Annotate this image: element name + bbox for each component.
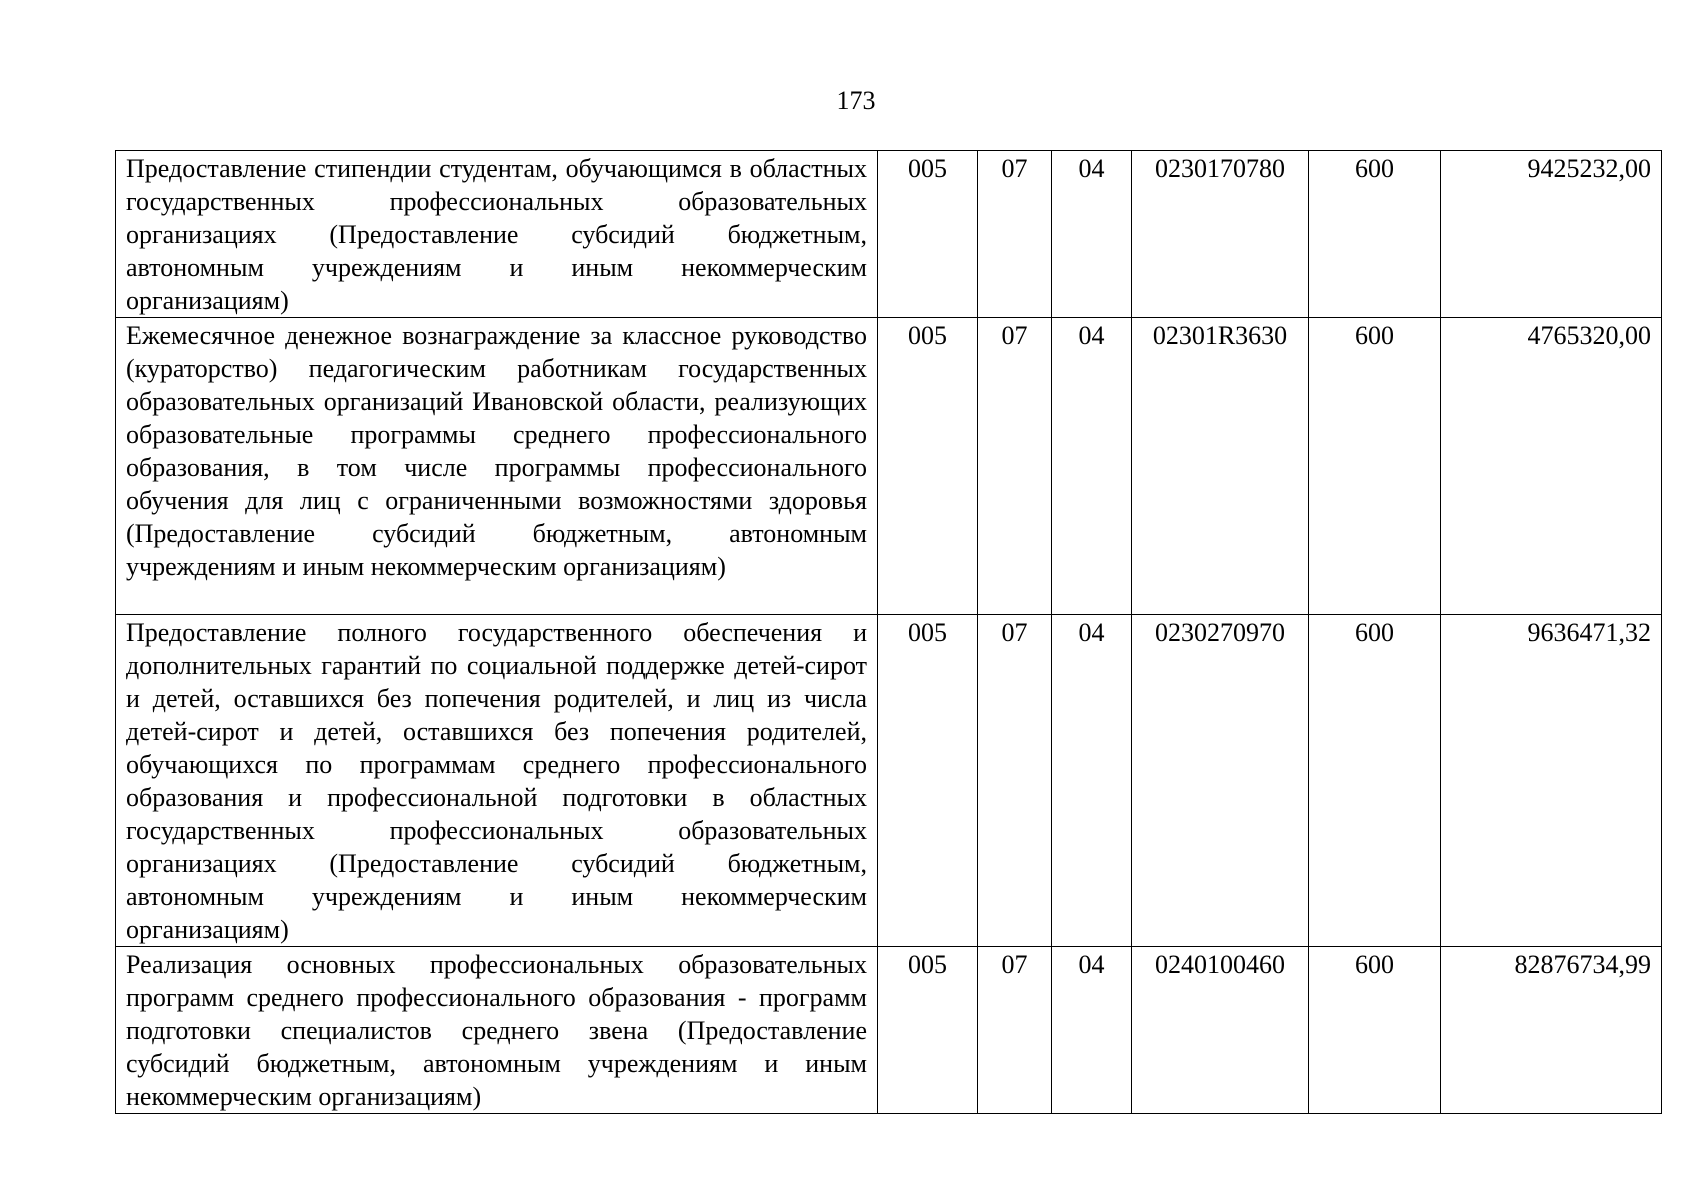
subsection-code: 04 — [1052, 318, 1132, 615]
section-code: 07 — [978, 318, 1052, 615]
expense-type-code: 600 — [1309, 318, 1441, 615]
row-description: Ежемесячное денежное вознаграждение за классное руководство (кураторство) педагогическим работникам государственных образовательных организаций Ивановской области, реализующих образовательные программы среднего профессионального образования, в том числе программы профессионального обучения для лиц с ограниченными возможностями здоровья (Предоставление субсидий бюджетным, автономным учреждениям и иным некоммерческим организациям) — [116, 318, 878, 615]
ministry-code: 005 — [878, 615, 978, 947]
expense-type-code: 600 — [1309, 947, 1441, 1114]
ministry-code: 005 — [878, 151, 978, 318]
budget-table — [115, 150, 1662, 1114]
amount: 4765320,00 — [1441, 318, 1662, 615]
expense-type-code: 600 — [1309, 615, 1441, 947]
section-code: 07 — [978, 615, 1052, 947]
target-article-code: 02301R3630 — [1132, 318, 1309, 615]
table-row — [116, 318, 1662, 615]
target-article-code: 0230170780 — [1132, 151, 1309, 318]
ministry-code: 005 — [878, 947, 978, 1114]
section-code: 07 — [978, 947, 1052, 1114]
subsection-code: 04 — [1052, 151, 1132, 318]
table-row — [116, 615, 1662, 947]
amount: 82876734,99 — [1441, 947, 1662, 1114]
section-code: 07 — [978, 151, 1052, 318]
page-number: 173 — [836, 86, 876, 115]
table-row — [116, 947, 1662, 1114]
row-description: Реализация основных профессиональных образовательных программ среднего профессионального образования - программ подготовки специалистов среднего звена (Предоставление субсидий бюджетным, автономным учреждениям и иным некоммерческим организациям) — [116, 947, 878, 1114]
subsection-code: 04 — [1052, 947, 1132, 1114]
row-description: Предоставление полного государственного обеспечения и дополнительных гарантий по социальной поддержке детей-сирот и детей, оставшихся без попечения родителей, и лиц из числа детей-сирот и детей, оставшихся без попечения родителей, обучающихся по программам среднего профессионального образования и профессиональной подготовки в областных государственных профессиональных образовательных организациях (Предоставление субсидий бюджетным, автономным учреждениям и иным некоммерческим организациям) — [116, 615, 878, 947]
target-article-code: 0230270970 — [1132, 615, 1309, 947]
amount: 9425232,00 — [1441, 151, 1662, 318]
amount: 9636471,32 — [1441, 615, 1662, 947]
subsection-code: 04 — [1052, 615, 1132, 947]
ministry-code: 005 — [878, 318, 978, 615]
target-article-code: 0240100460 — [1132, 947, 1309, 1114]
expense-type-code: 600 — [1309, 151, 1441, 318]
row-description: Предоставление стипендии студентам, обучающимся в областных государственных профессиональных образовательных организациях (Предоставление субсидий бюджетным, автономным учреждениям и иным некоммерческим организациям) — [116, 151, 878, 318]
table-row — [116, 151, 1662, 318]
